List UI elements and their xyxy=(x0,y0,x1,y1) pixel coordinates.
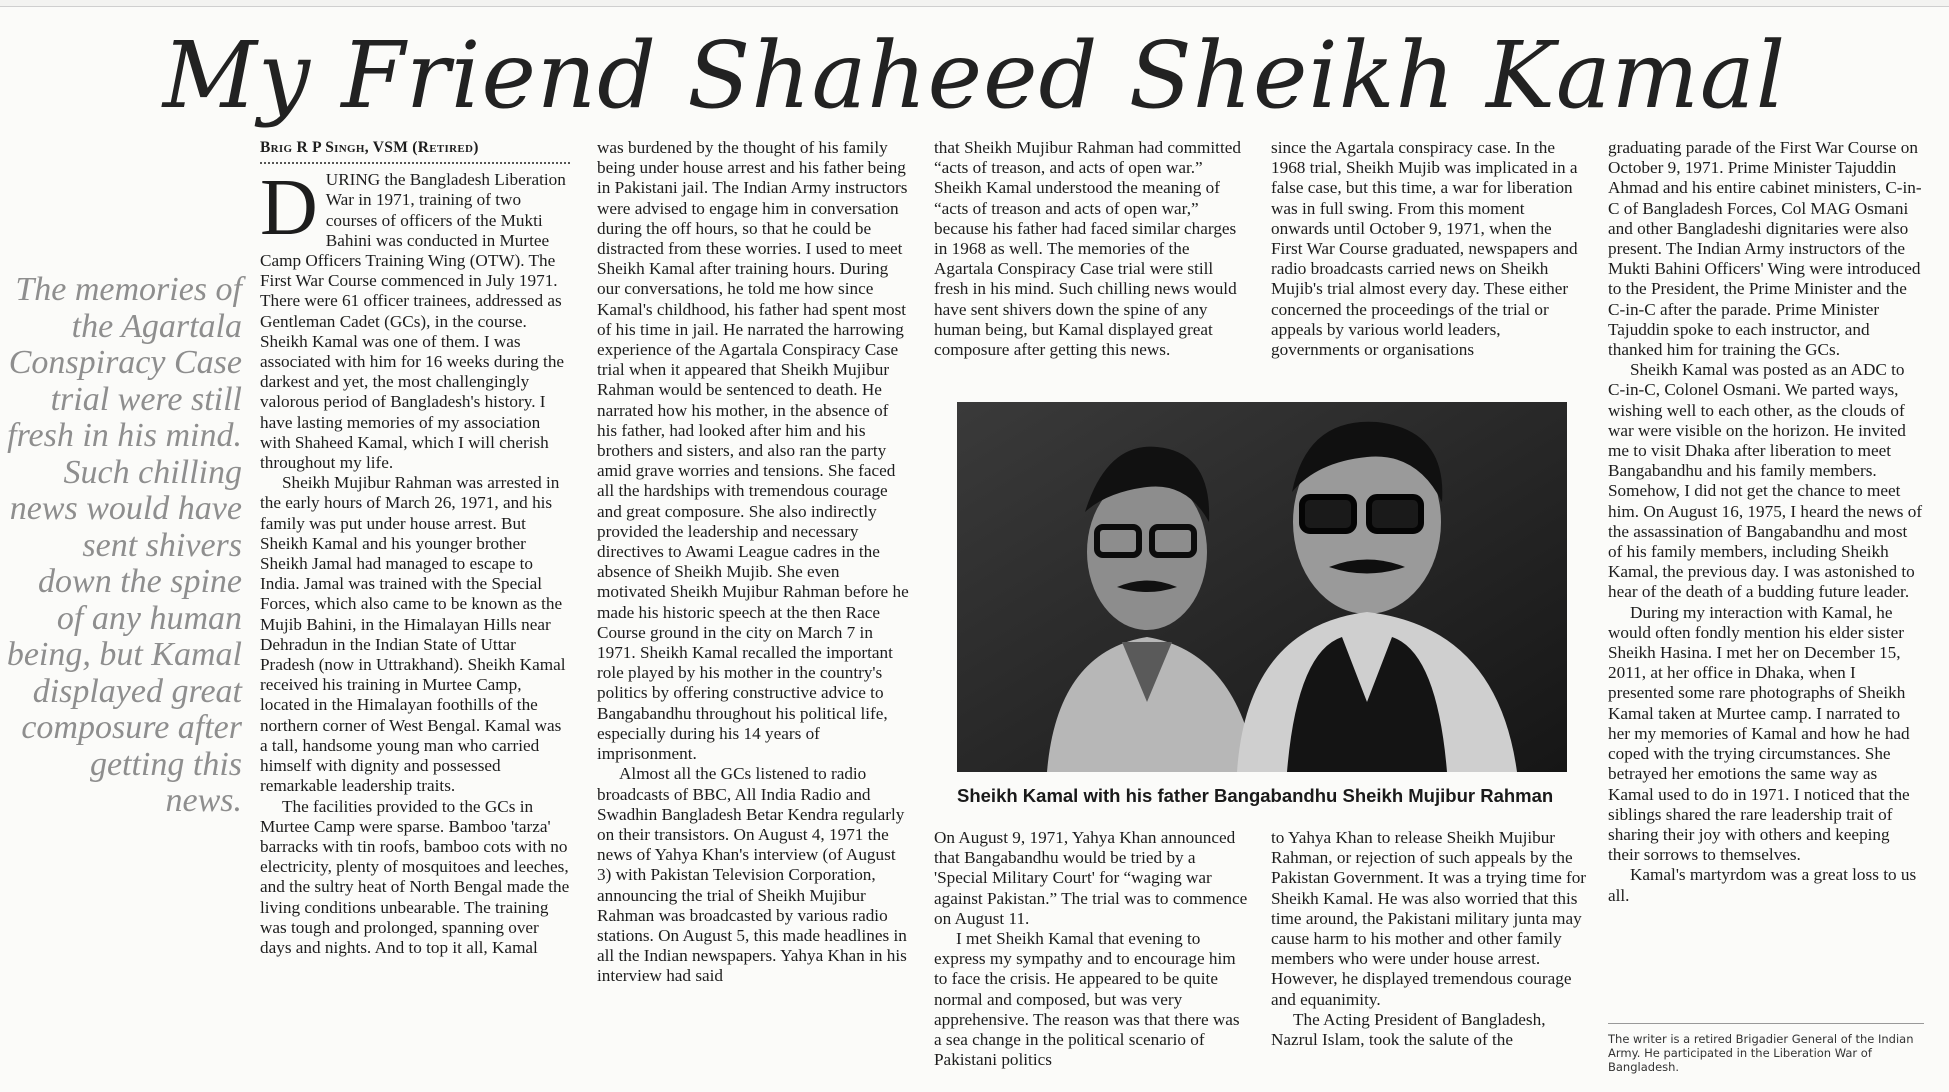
photo-illustration xyxy=(957,402,1567,772)
article-photo xyxy=(957,402,1567,772)
article-column-2 xyxy=(597,138,911,987)
article-column-5 xyxy=(1608,138,1924,906)
photo-caption: Sheikh Kamal with his father Bangabandhu Sheikh Mujibur Rahman xyxy=(957,785,1554,806)
top-rule xyxy=(0,0,1949,7)
article-column-4 xyxy=(1271,138,1587,360)
pull-quote: The memories of the Agartala Conspiracy Case trial were still fresh in his mind. Such chilling news would have sent shivers down the spine of any human being, but Kamal displayed great composure after getting this news. xyxy=(6,271,242,819)
paragraph: Kamal's martyrdom was a great loss to us all. xyxy=(1608,865,1917,905)
paragraph: Sheikh Mujibur Rahman was arrested in the early hours of March 26, 1971, and his family was put under house arrest. But Sheikh Kamal and his younger brother Sheikh Jamal had managed to escape to India. Jamal was trained with the Special Forces, which also came to be known as the Mujib Bahini, in the Himalayan Hills near Dehradun in the Indian State of Uttar Pradesh (now in Uttrakhand). Sheikh Kamal received his training in Murtee Camp, located in the Himalayan foothills of the northern corner of West Bengal. Kamal was a tall, handsome young man who carried himself with dignity and possessed remarkable leadership traits. xyxy=(260,473,566,796)
article-column-3-lower xyxy=(934,828,1250,1070)
paragraph: since the Agartala conspiracy case. In the 1968 trial, Sheikh Mujib was implicated in a false case, but this time, a war for liberation was in full swing. From this moment onwards until October 9, 1971, when the First War Course graduated, newspapers and radio broadcasts carried news on Sheikh Mujib's trial almost every day. These either concerned the proceedings of the trial or appeals by various world leaders, governments or organisations xyxy=(1271,138,1578,360)
paragraph: to Yahya Khan to release Sheikh Mujibur Rahman, or rejection of such appeals by the Pakistan Government. It was a trying time for Sheikh Kamal. He was also worried that this time around, the Pakistani military junta may cause harm to his mother and other family members who were under house arrest. However, he displayed tremendous courage and equanimity. xyxy=(1271,828,1587,1009)
paragraph: During my interaction with Kamal, he would often fondly mention his elder sister Sheikh Hasina. I met her on December 15, 2011, at her office in Dhaka, when I presented some rare photographs of Sheikh Kamal taken at Murtee camp. I narrated to her my memories of Kamal and how he had coped with the trying circumstances. She betrayed her emotions the same way as Kamal used to do in 1971. I noticed that the siblings shared the rare leadership trait of sharing their joy with others and keeping their sorrows to themselves. xyxy=(1608,602,1910,865)
paragraph: DURING the Bangladesh Liberation War in 1971, training of two courses of officers of the Mukti Bahini was conducted in Murtee Camp Officers Training Wing (OTW). The First War Course commenced in July 1971. There were 61 officer trainees, addressed as Gentleman Cadet (GCs), in the course. Sheikh Kamal was one of them. I was associated with him for 16 weeks during the darkest and yet, the most challengingly valorous period of Bangladesh's history. I have lasting memories of my association with Shaheed Kamal, which I will cherish throughout my life. xyxy=(260,164,566,473)
byline: Brig R P Singh, VSM (Retired) xyxy=(260,138,570,164)
author-note: The writer is a retired Brigadier General of the Indian Army. He participated in the Liberation War of Bangladesh. xyxy=(1608,1023,1924,1074)
paragraph: graduating parade of the First War Course on October 9, 1971. Prime Minister Tajuddin Ahmad and his entire cabinet ministers, C-in-C of Bangladesh Forces, Col MAG Osmani and other Bangladeshi dignitaries were also present. The Indian Army instructors of the Mukti Bahini Officers' Wing were introduced to the President, the Prime Minister and the C-in-C after the parade. Prime Minister Tajuddin spoke to each instructor, and thanked him for training the GCs. xyxy=(1608,138,1922,360)
article-headline: My Friend Shaheed Sheikh Kamal xyxy=(162,22,1787,129)
paragraph: I met Sheikh Kamal that evening to express my sympathy and to encourage him to face the crisis. He appeared to be quite normal and composed, but was very apprehensive. The reason was that there was a sea change in the political scenario of Pakistani politics xyxy=(934,929,1240,1070)
paragraph: that Sheikh Mujibur Rahman had committed “acts of treason, and acts of open war.” Sheikh Kamal understood the meaning of “acts of treason and acts of open war,” because his father had faced similar charges in 1968 as well. The memories of the Agartala Conspiracy Case trial were still fresh in his mind. Such chilling news would have sent shivers down the spine of any human being, but Kamal displayed great composure after getting this news. xyxy=(934,138,1241,360)
paragraph: On August 9, 1971, Yahya Khan announced that Bangabandhu would be tried by a 'Special Military Court' for “waging war against Pakistan.” The trial was to commence on August 11. xyxy=(934,828,1248,928)
article-column-1 xyxy=(260,138,570,958)
drop-cap: D xyxy=(260,164,318,253)
paragraph: The Acting President of Bangladesh, Nazrul Islam, took the salute of the xyxy=(1271,1009,1546,1050)
paragraph: Almost all the GCs listened to radio broadcasts of BBC, All India Radio and Swadhin Bangladesh Betar Kendra regularly on their transistors. On August 4, 1971 the news of Yahya Khan's interview (of August 3) with Pakistan Television Corporation, announcing the trial of Sheikh Mujibur Rahman was broadcasted by various radio stations. On August 5, this made headlines in all the Indian newspapers. Yahya Khan in his interview had said xyxy=(597,764,907,986)
paragraph: The facilities provided to the GCs in Murtee Camp were sparse. Bamboo 'tarza' barracks with tin roofs, bamboo cots with no electricity, plenty of mosquitoes and leeches, and the sultry heat of North Bengal made the living conditions unbearable. The training was tough and prolonged, spanning over days and nights. And to top it all, Kamal xyxy=(260,796,570,957)
paragraph: was burdened by the thought of his family being under house arrest and his father being in Pakistani jail. The Indian Army instructors were advised to engage him in conversation during the off hours, so that he could be distracted from these worries. I used to meet Sheikh Kamal after training hours. During our conversations, he told me how since Kamal's childhood, his father had spent most of his time in jail. He narrated the harrowing experience of the Agartala Conspiracy Case trial when it appeared that Sheikh Mujibur Rahman would be sentenced to death. He narrated how his mother, in the absence of his father, had looked after him and his brothers and sisters, and also ran the party amid grave worries and tensions. She faced all the hardships with tremendous courage and great composure. She also indirectly provided the leadership and necessary directives to Awami League cadres in the absence of Sheikh Mujib. She even motivated Sheikh Mujibur Rahman before he made his historic speech at the then Race Course ground in the city on March 7 in 1971. Sheikh Kamal recalled the important role played by his mother in the country's politics by offering constructive advice to Bangabandhu throughout his political life, especially during his 14 years of imprisonment. xyxy=(597,138,909,764)
paragraph: Sheikh Kamal was posted as an ADC to C-in-C, Colonel Osmani. We parted ways, wishing well to each other, as the clouds of war were visible on the horizon. He invited me to visit Dhaka after liberation to meet Bangabandhu and his family members. Somehow, I did not get the chance to meet him. On August 16, 1975, I heard the news of the assassination of Bangabandhu and most of his family members, including Sheikh Kamal, the previous day. I was astonished to hear of the death of a budding future leader. xyxy=(1608,360,1923,602)
article-column-3 xyxy=(934,138,1250,360)
article-column-4-lower xyxy=(1271,828,1587,1050)
